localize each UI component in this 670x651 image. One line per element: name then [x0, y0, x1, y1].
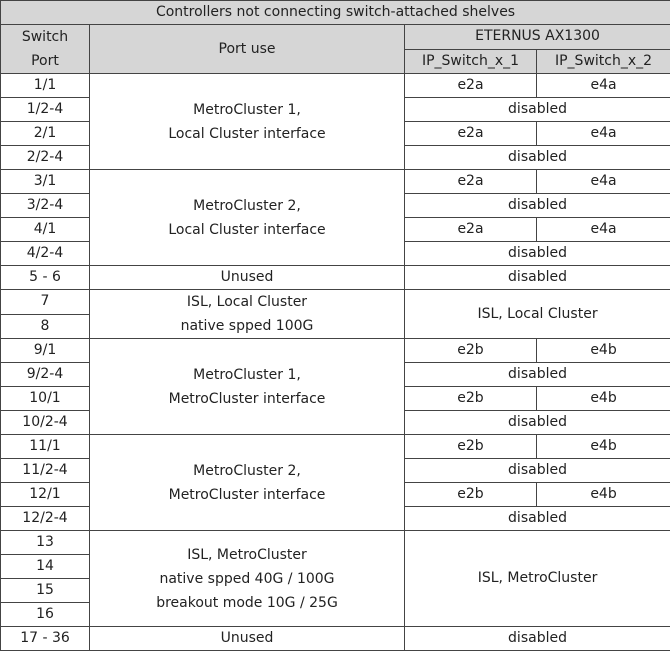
status-cell: disabled — [405, 98, 670, 122]
switch-2-cell: e4a — [537, 170, 670, 194]
table-row — [1, 74, 670, 98]
switch-1-cell: e2a — [405, 122, 537, 146]
status-cell: disabled — [405, 363, 670, 387]
port-cell: 3/2-4 — [1, 194, 90, 218]
port-use-line: ISL, MetroCluster — [187, 547, 307, 563]
port-use-cell — [90, 74, 405, 170]
port-cell: 8 — [1, 314, 90, 339]
port-cell: 12/1 — [1, 483, 90, 507]
table-row — [1, 266, 670, 290]
port-use-line: native spped 100G — [181, 318, 314, 334]
port-cell: 7 — [1, 290, 90, 315]
status-cell: disabled — [405, 507, 670, 531]
switch-span-cell: ISL, Local Cluster — [405, 290, 670, 339]
switch-2-cell: e4a — [537, 122, 670, 146]
table-row — [1, 170, 670, 194]
status-cell: disabled — [405, 266, 670, 290]
port-cell: 4/2-4 — [1, 242, 90, 266]
switch-2-cell: e4a — [537, 218, 670, 242]
switch-1-cell: e2a — [405, 218, 537, 242]
port-use-line: Local Cluster interface — [168, 126, 325, 142]
table-row — [1, 435, 670, 459]
port-cell: 2/2-4 — [1, 146, 90, 170]
port-cell: 17 - 36 — [1, 627, 90, 651]
port-use-cell — [90, 170, 405, 266]
port-cell: 10/2-4 — [1, 411, 90, 435]
port-use-cell — [90, 435, 405, 531]
port-use-line: MetroCluster interface — [169, 391, 326, 407]
status-cell: disabled — [405, 627, 670, 651]
port-cell: 2/1 — [1, 122, 90, 146]
port-cell: 4/1 — [1, 218, 90, 242]
port-use-line: MetroCluster 1, — [193, 102, 301, 118]
switch-port-header — [1, 25, 90, 74]
port-cell: 12/2-4 — [1, 507, 90, 531]
port-cell: 9/1 — [1, 339, 90, 363]
switch-1-cell: e2b — [405, 339, 537, 363]
switch-2-cell: e4a — [537, 74, 670, 98]
port-use-cell — [90, 339, 405, 435]
status-cell: disabled — [405, 411, 670, 435]
port-use-line: native spped 40G / 100G — [159, 571, 334, 587]
status-cell: disabled — [405, 146, 670, 170]
table-row — [1, 339, 670, 363]
switch-2-cell: e4b — [537, 339, 670, 363]
status-cell: disabled — [405, 459, 670, 483]
switch-1-cell: e2b — [405, 435, 537, 459]
port-cell: 11/1 — [1, 435, 90, 459]
port-use-cell: Unused — [90, 266, 405, 290]
switch-2-cell: e4b — [537, 435, 670, 459]
port-cell: 13 — [1, 531, 90, 555]
port-use-cell — [90, 290, 405, 339]
port-cell: 15 — [1, 579, 90, 603]
switch-1-header: IP_Switch_x_1 — [405, 49, 537, 74]
port-use-line: MetroCluster 2, — [193, 463, 301, 479]
switch-1-cell: e2a — [405, 74, 537, 98]
switch-1-cell: e2b — [405, 387, 537, 411]
switch-port-header-line1: Switch — [22, 29, 68, 45]
status-cell: disabled — [405, 194, 670, 218]
table-row — [1, 290, 670, 315]
switch-2-cell: e4b — [537, 483, 670, 507]
port-cell: 10/1 — [1, 387, 90, 411]
port-use-cell: Unused — [90, 627, 405, 651]
table-row — [1, 531, 670, 555]
port-use-cell — [90, 531, 405, 627]
table-title: Controllers not connecting switch-attached shelves — [1, 1, 670, 25]
port-use-line: MetroCluster 1, — [193, 367, 301, 383]
switch-2-cell: e4b — [537, 387, 670, 411]
port-cell: 16 — [1, 603, 90, 627]
port-use-line: MetroCluster 2, — [193, 198, 301, 214]
port-use-line: Local Cluster interface — [168, 222, 325, 238]
switch-port-header-line2: Port — [31, 53, 59, 69]
switch-1-cell: e2b — [405, 483, 537, 507]
port-cell: 1/2-4 — [1, 98, 90, 122]
switch-span-cell: ISL, MetroCluster — [405, 531, 670, 627]
table-row — [1, 627, 670, 651]
header-row — [1, 25, 670, 50]
port-use-header: Port use — [90, 25, 405, 74]
port-cell: 5 - 6 — [1, 266, 90, 290]
port-use-line: breakout mode 10G / 25G — [156, 595, 338, 611]
port-cell: 3/1 — [1, 170, 90, 194]
device-header: ETERNUS AX1300 — [405, 25, 670, 50]
switch-2-header: IP_Switch_x_2 — [537, 49, 670, 74]
port-cell: 9/2-4 — [1, 363, 90, 387]
port-cell: 11/2-4 — [1, 459, 90, 483]
port-use-line: MetroCluster interface — [169, 487, 326, 503]
port-cell: 1/1 — [1, 74, 90, 98]
port-cell: 14 — [1, 555, 90, 579]
switch-1-cell: e2a — [405, 170, 537, 194]
status-cell: disabled — [405, 242, 670, 266]
title-row — [1, 1, 670, 25]
port-use-line: ISL, Local Cluster — [187, 294, 307, 310]
